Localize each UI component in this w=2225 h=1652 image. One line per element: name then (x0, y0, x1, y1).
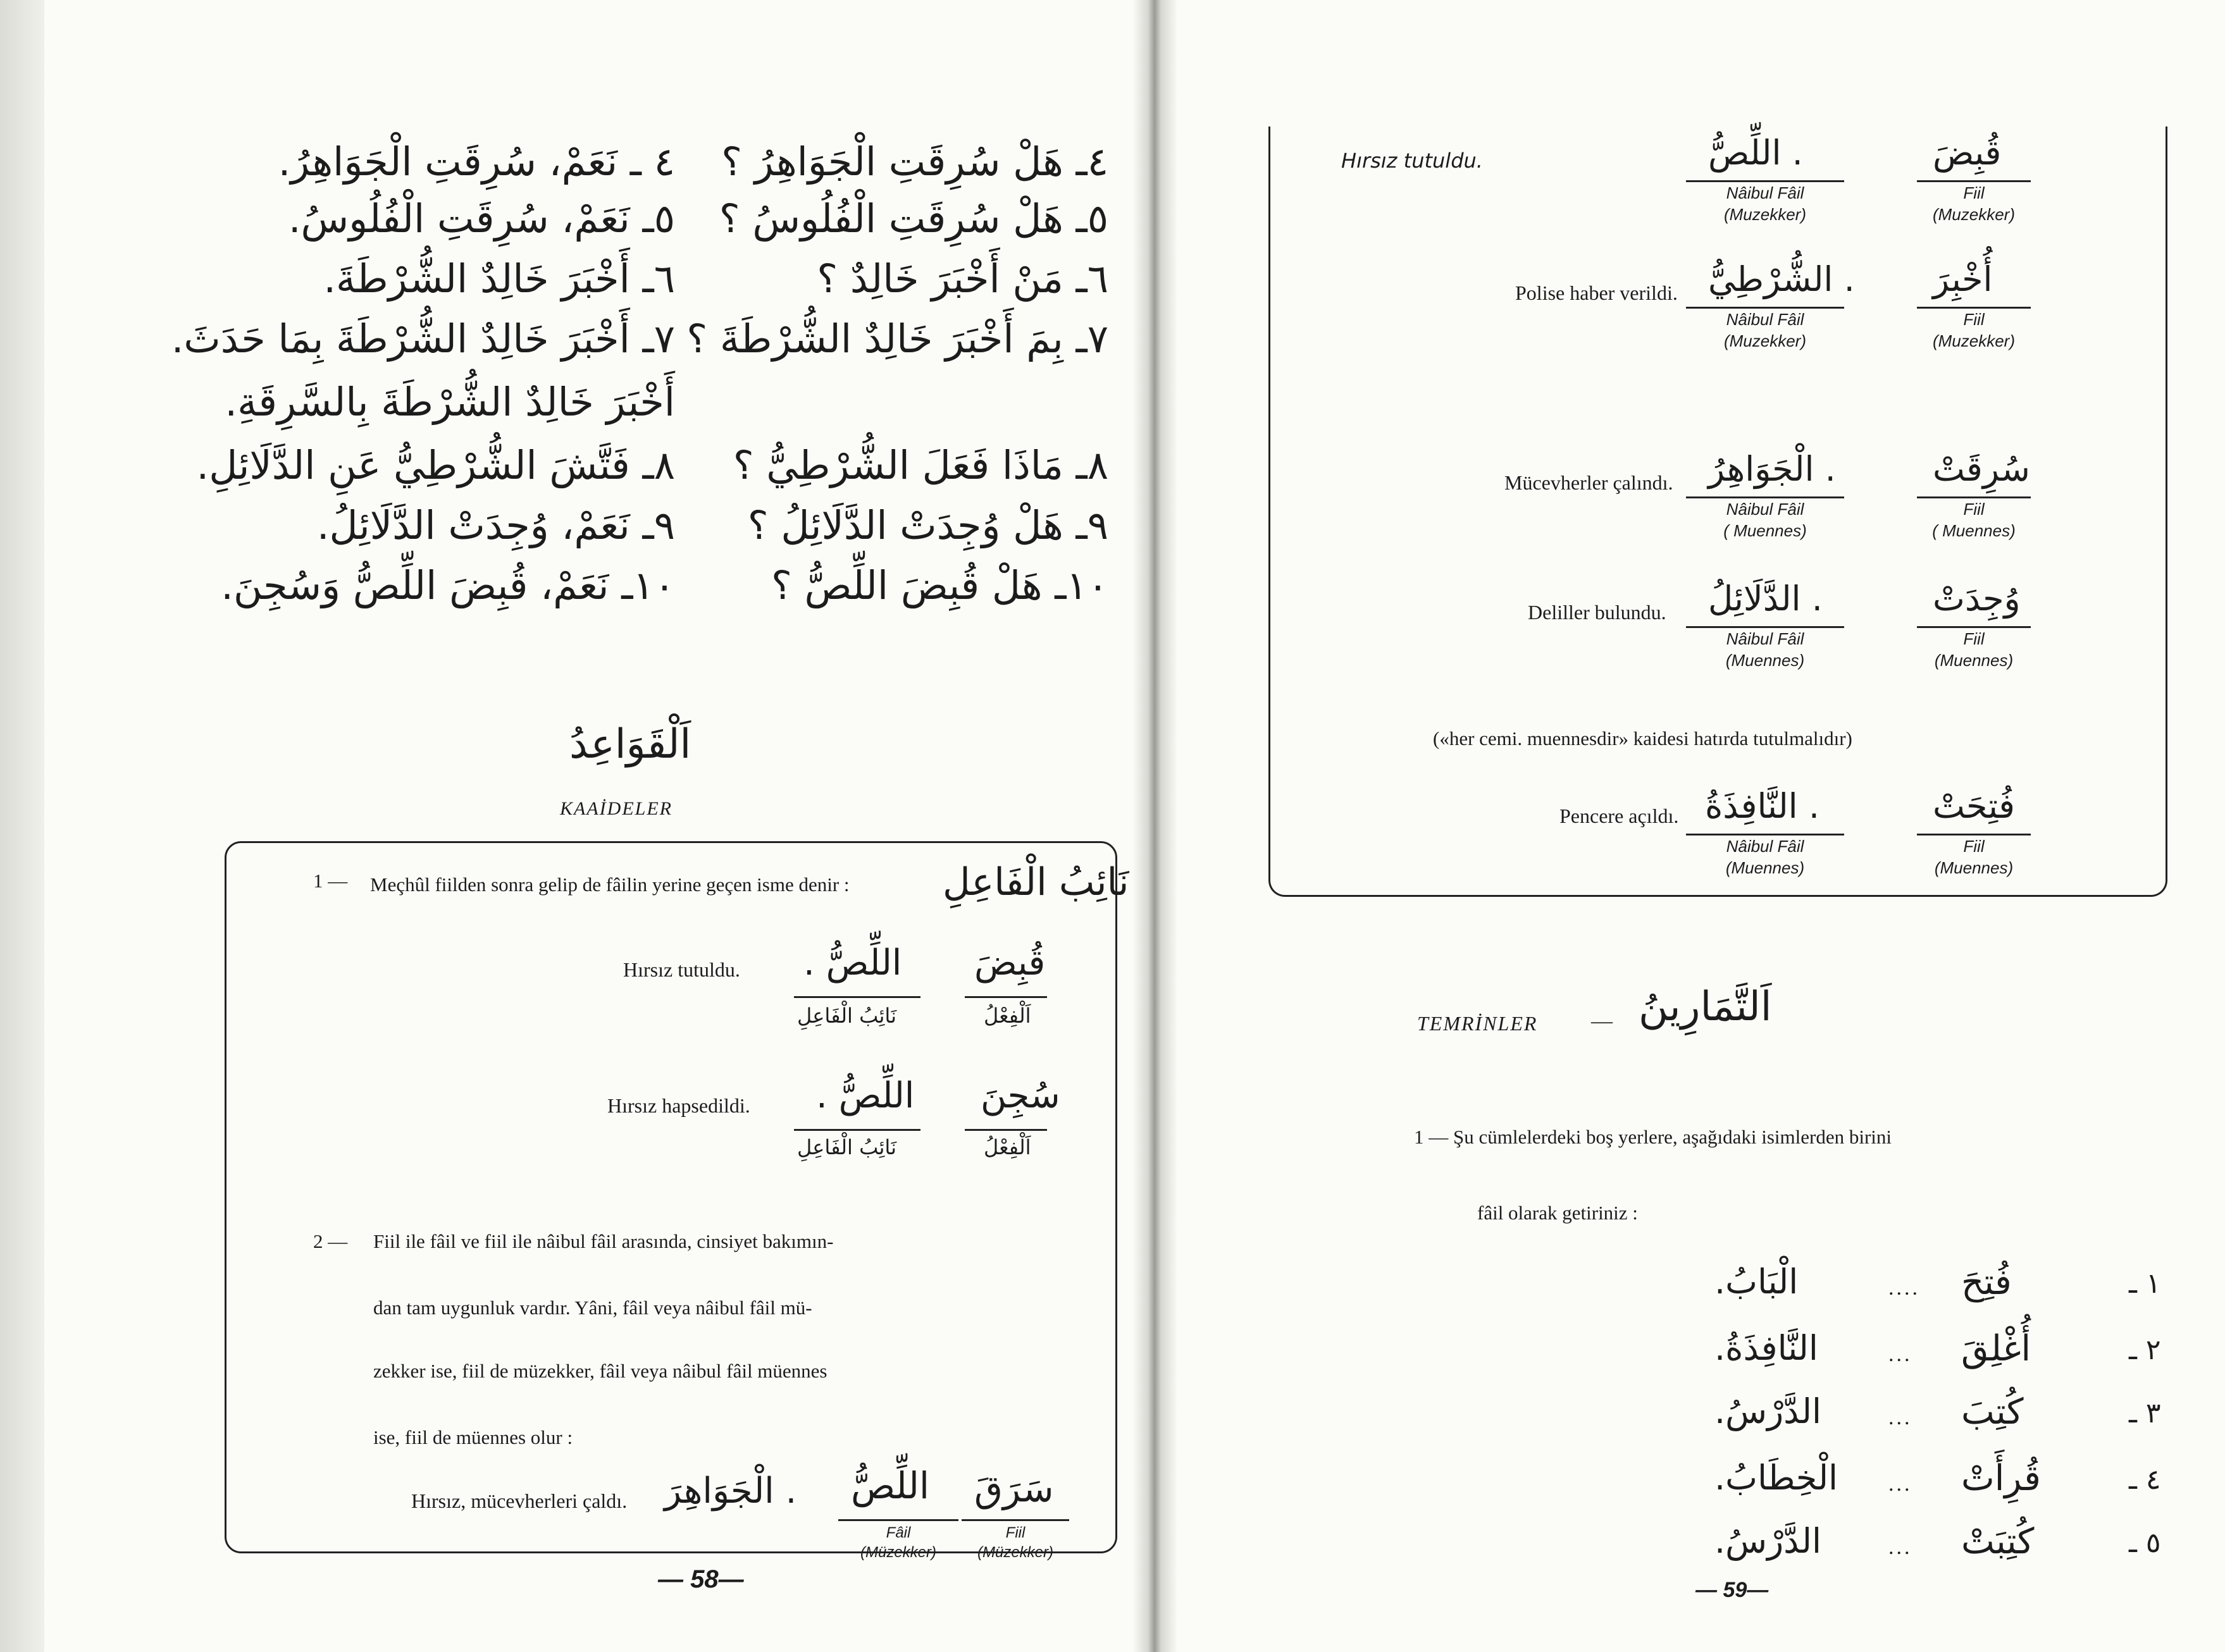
verb-label-line1: Fiil (1963, 500, 1985, 519)
last-example-noun-label: Nâibul Fâil (Muennes) (1725, 837, 1805, 877)
exercises-dash: — (1591, 1009, 1613, 1033)
rule2-example-object: . الْجَوَاهِرَ (664, 1470, 797, 1512)
dialogue-answer-7: ١٠ـ نَعَمْ، قُبِضَ اللِّصُّ وَسُجِنَ. (221, 562, 675, 608)
exercise-3-number: ٤ ـ (2129, 1464, 2161, 1496)
rule1-number: 1 — (313, 870, 348, 892)
example-0-verb-label (1917, 183, 2031, 226)
verb-label-line1: Fiil (1963, 310, 1985, 329)
exercise-0-number: ١ ـ (2129, 1267, 2161, 1300)
exercise1-intro-line1: 1 — Şu cümlelerdeki boş yerlere, aşağıdaki isimlerden birini (1414, 1126, 1892, 1148)
dialogue-answer-2: ٦ـ أَخْبَرَ خَالِدٌ الشُّرْطَةَ. (323, 256, 675, 302)
rule1-example2-noun-underline (794, 1129, 920, 1131)
example-2-turkish: Mücevherler çalındı. (1504, 471, 1673, 494)
rule1-example2-noun: اللِّصُّ . (816, 1075, 915, 1116)
last-example-verb: فُتِحَتْ (1933, 786, 2015, 826)
last-example-turkish: Pencere açıldı. (1559, 804, 1679, 827)
verb-label-line2: ( Muennes) (1932, 521, 2016, 540)
book-edge (0, 0, 51, 1652)
last-example-verb-underline (1917, 834, 2031, 835)
dialogue-answer-4: أَخْبَرَ خَالِدٌ الشُّرْطَةَ بِالسَّرِقَةِ. (225, 379, 675, 425)
rule1-example1-turkish: Hırsız tutuldu. (623, 958, 740, 981)
dialogue-answer-1: ٥ـ نَعَمْ، سُرِقَتِ الْفُلُوسُ. (288, 195, 675, 242)
example-2-noun-underline (1686, 496, 1844, 498)
noun-label-line1: Nâibul Fâil (1726, 629, 1804, 648)
exercise-4-noun: الدَّرْسُ. (1714, 1521, 1821, 1561)
verb-label-line2: (Muzekker) (1932, 204, 2015, 224)
exercise-1-number: ٢ ـ (2129, 1334, 2161, 1366)
dialogue-answer-0: ٤ ـ نَعَمْ، سُرِقَتِ الْجَوَاهِرُ. (278, 139, 675, 185)
dialogue-question-7: ١٠ـ هَلْ قُبِضَ اللِّصُّ ؟ (771, 562, 1108, 608)
rule1-example2-turkish: Hırsız hapsedildi. (607, 1094, 750, 1117)
section-title-turkish: KAAİDELER (560, 798, 672, 819)
dialogue-question-0: ٤ـ هَلْ سُرِقَتِ الْجَوَاهِرُ ؟ (721, 139, 1108, 185)
example-3-noun-underline (1686, 626, 1844, 628)
example-0-noun-label (1686, 183, 1844, 226)
example-1-noun-underline (1686, 307, 1844, 309)
rule1-example1-noun-underline (794, 996, 920, 998)
exercise-0-verb: فُتِحَ (1961, 1262, 2012, 1303)
rule2-example-subject: اللِّصُّ (851, 1464, 930, 1507)
noun-label-line2: ( Muennes) (1723, 521, 1807, 540)
example-1-verb: أُخْبِرَ (1933, 259, 1993, 299)
example-1-verb-underline (1917, 307, 2031, 309)
rule2-line4: ise, fiil de müennes olur : (373, 1426, 573, 1448)
example-0-turkish: Hırsız tutuldu. (1341, 149, 1483, 173)
rule2-subject-underline (838, 1519, 958, 1521)
rule1-example2-verb-label: اَلْفِعْلُ (984, 1135, 1031, 1159)
exercise-3-blank: ... (1888, 1472, 1912, 1496)
exercise-4-blank: ... (1888, 1536, 1912, 1559)
exercises-title-arabic: اَلتَّمَارِينُ (1639, 983, 1772, 1030)
example-0-noun-underline (1686, 180, 1844, 182)
last-example-noun-underline (1686, 834, 1844, 835)
example-3-turkish: Deliller bulundu. (1528, 601, 1666, 624)
dialogue-answer-3: ٧ـ أَخْبَرَ خَالِدٌ الشُّرْطَةَ بِمَا حَدَثَ. (171, 316, 675, 362)
example-2-noun: . الْجَوَاهِرُ (1708, 449, 1836, 489)
right-page-number: — 59— (1695, 1578, 1769, 1602)
rule2-line3: zekker ise, fiil de müzekker, fâil veya nâibul fâil müennes (373, 1360, 827, 1382)
rule1-example1-verb-label: اَلْفِعْلُ (984, 1004, 1031, 1028)
exercise-1-blank: ... (1888, 1343, 1912, 1366)
rule1-example1-noun: اللِّصُّ . (803, 942, 902, 983)
example-1-noun: . الشُّرْطِيُّ (1708, 259, 1855, 299)
rule1-text: Meçhûl fiilden sonra gelip de fâilin yerine geçen isme denir : (370, 873, 850, 896)
example-3-verb-label (1917, 629, 2031, 672)
verb-label-line1: Fiil (1963, 183, 1985, 202)
exercise-1-noun: النَّافِذَةُ. (1714, 1328, 1818, 1368)
dialogue-question-6: ٩ـ هَلْ وُجِدَتْ الدَّلَائِلُ ؟ (747, 502, 1108, 548)
cemi-note: («her cemi. muennesdir» kaidesi hatırda tutulmalıdır) (1433, 727, 1852, 749)
exercise-4-number: ٥ ـ (2129, 1527, 2161, 1559)
rule1-term-arabic: نَائِبُ الْفَاعِلِ (943, 860, 1129, 904)
example-2-noun-label (1686, 499, 1844, 542)
example-0-noun: . اللِّصُّ (1708, 133, 1803, 173)
rule1-example2-verb: سُجِنَ (981, 1075, 1060, 1116)
rule2-subject-label: Fâil (Müzekker) (860, 1524, 936, 1562)
last-example-noun: . النَّافِذَةُ (1705, 786, 1819, 826)
left-page-number: — 58— (658, 1565, 744, 1593)
exercise-0-blank: .... (1888, 1276, 1920, 1300)
exercise-0-noun: الْبَابُ. (1714, 1262, 1799, 1302)
example-0-verb: قُبِضَ (1933, 133, 2002, 173)
rule2-number: 2 — (313, 1230, 348, 1252)
example-3-verb-underline (1917, 626, 2031, 628)
exercise1-intro-line2: fâil olarak getiriniz : (1477, 1202, 1638, 1224)
noun-label-line2: (Muzekker) (1723, 331, 1806, 350)
exercise-2-noun: الدَّرْسُ. (1714, 1391, 1821, 1431)
example-2-verb-label (1917, 499, 2031, 542)
dialogue-answer-5: ٨ـ فَتَّشَ الشُّرْطِيُّ عَنِ الدَّلَائِلِ. (196, 442, 675, 488)
exercise-2-verb: كُتِبَ (1961, 1391, 2024, 1433)
rule2-example-verb: سَرَقَ (974, 1467, 1054, 1510)
noun-label-line1: Nâibul Fâil (1726, 310, 1804, 329)
example-1-noun-label (1686, 309, 1844, 352)
exercise-3-noun: الْخِطَابُ. (1714, 1458, 1838, 1498)
verb-label-line1: Fiil (1963, 629, 1985, 648)
last-example-verb-label: Fiil (Muennes) (1934, 837, 2014, 877)
verb-label-line2: (Muzekker) (1932, 331, 2015, 350)
example-3-verb: وُجِدَتْ (1933, 579, 2021, 619)
rule1-example2-verb-underline (965, 1129, 1047, 1131)
exercise-2-blank: ... (1888, 1406, 1912, 1429)
rule2-line2: dan tam uygunluk vardır. Yâni, fâil veya nâibul fâil mü- (373, 1297, 812, 1319)
dialogue-question-2: ٦ـ مَنْ أَخْبَرَ خَالِدٌ ؟ (817, 256, 1108, 302)
verb-label-line2: (Muennes) (1934, 650, 2014, 670)
example-2-verb-underline (1917, 496, 2031, 498)
example-3-noun: . الدَّلَائِلُ (1708, 579, 1823, 619)
rule1-example1-noun-label: نَائِبُ الْفَاعِلِ (797, 1004, 897, 1028)
exercise-3-verb: قُرِأَتْ (1961, 1458, 2041, 1499)
exercise-2-number: ٣ ـ (2129, 1397, 2161, 1429)
noun-label-line2: (Muzekker) (1723, 204, 1806, 224)
rule1-example1-verb: قُبِضَ (974, 942, 1046, 983)
rule1-example1-verb-underline (965, 996, 1047, 998)
rule2-example-turkish: Hırsız, mücevherleri çaldı. (411, 1489, 628, 1512)
rule1-example2-noun-label: نَائِبُ الْفَاعِلِ (797, 1135, 897, 1159)
dialogue-question-5: ٨ـ مَاذَا فَعَلَ الشُّرْطِيُّ ؟ (733, 442, 1108, 488)
dialogue-answer-6: ٩ـ نَعَمْ، وُجِدَتْ الدَّلَائِلُ. (316, 502, 675, 548)
dialogue-question-3: ٧ـ بِمَ أَخْبَرَ خَالِدٌ الشُّرْطَةَ ؟ (686, 316, 1108, 362)
noun-label-line2: (Muennes) (1725, 650, 1805, 670)
section-title-arabic: اَلْقَوَاعِدُ (569, 721, 691, 768)
example-1-turkish: Polise haber verildi. (1515, 281, 1678, 304)
example-1-verb-label (1917, 309, 2031, 352)
dialogue-question-1: ٥ـ هَلْ سُرِقَتِ الْفُلُوسُ ؟ (719, 195, 1108, 242)
exercises-title-turkish: TEMRİNLER (1417, 1012, 1538, 1035)
example-2-verb: سُرِقَتْ (1933, 449, 2030, 489)
exercise-1-verb: أُغْلِقَ (1961, 1328, 2031, 1369)
noun-label-line1: Nâibul Fâil (1726, 183, 1804, 202)
rule2-verb-label: Fiil (Müzekker) (977, 1524, 1053, 1562)
example-0-verb-underline (1917, 180, 2031, 182)
exercise-4-verb: كُتِبَتْ (1961, 1521, 2035, 1562)
rule2-line1: Fiil ile fâil ve fiil ile nâibul fâil arasında, cinsiyet bakımın- (373, 1230, 834, 1252)
example-3-noun-label (1686, 629, 1844, 672)
book-spine (1132, 0, 1177, 1652)
rule2-verb-underline (962, 1519, 1069, 1521)
noun-label-line1: Nâibul Fâil (1726, 500, 1804, 519)
